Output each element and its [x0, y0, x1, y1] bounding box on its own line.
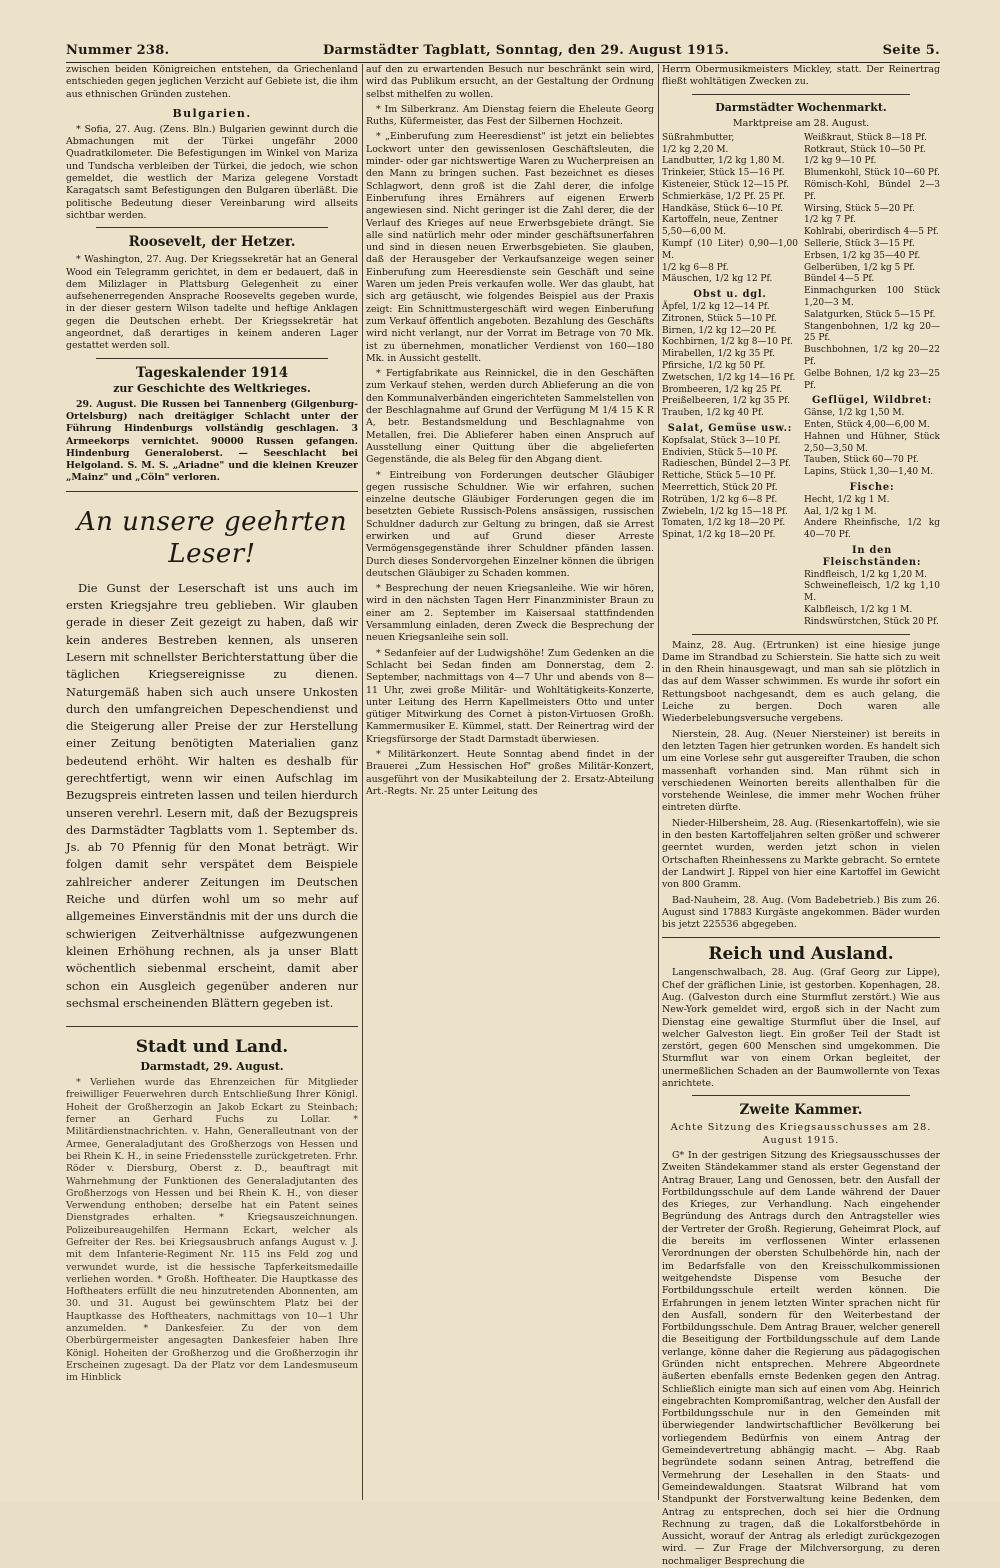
market-price-row: Lapins, Stück 1,30—1,40 M.	[804, 467, 934, 478]
article-continuation: zwischen beiden Königreichen entstehen, da Griechenland entschieden gegen jeglichen Verzicht auf Gebiete ist, die ihm aus ethnischen Gründen zustehen.	[66, 64, 358, 100]
column-1	[66, 64, 358, 1500]
nierstein-article: Nierstein, 28. Aug. (Neuer Niersteiner) ist bereits in den letzten Tagen hier getrunken worden. Es handelt sich um eine Vorlese sehr gut ausgereifter Trauben, die schon massenhaft vorhanden sind. Man rühmt sich in verschiedenen Weinorten bereits allenthalben für die vorstehende Weinlese, die immer mehr Wochen früher eintreten dürfte.	[662, 728, 940, 814]
market-price-row: Hecht, 1/2 kg 1 M.	[804, 494, 890, 505]
market-price-row: Kohlrabi, oberirdisch 4—5 Pf.	[804, 227, 939, 238]
reinnickel-article: * Fertigfabrikate aus Reinnickel, die in den Geschäften zum Verkauf stehen, werden durch Ablieferung an die von den Kommunalverbänden eingerichteten Sammelstellen von der Beschlagnahme auf Grund der Verfügung M 1/4 15 K R A, betr. Bestandsmeldung und Beschlagnahme von Metallen, frei. Die Ablieferer haben einen Anspruch auf Ausstellung einer Quittung über die abgelieferten Gegenstände, die als Beleg für den Abgang dient.	[366, 368, 654, 466]
market-price-row: Spinat, 1/2 kg 18—20 Pf.	[662, 530, 776, 541]
market-price-row: Mäuschen, 1/2 kg 12 Pf.	[662, 274, 773, 285]
market-price-row: Süßrahmbutter,	[662, 132, 735, 143]
market-price-row: Buschbohnen, 1/2 kg 20—22 Pf.	[804, 345, 940, 368]
market-price-row: In den Fleischständen:	[822, 544, 922, 568]
nieder-hilbersheim-article: Nieder-Hilbersheim, 28. Aug. (Riesenkartoffeln), wie sie in den besten Kartoffeljahren selten größer und schwerer geerntet wurden, werden jetzt schon in vielen Ortschaften Rheinhessens zu Markte gebracht. So erntete der Landwirt J. Rippel von hier eine Kartoffel im Gewicht von 800 Gramm.	[662, 817, 940, 891]
silberkranz-article: * Im Silberkranz. Am Dienstag feiern die Eheleute Georg Ruths, Küfermeister, das Fest der Silbernen Hochzeit.	[366, 103, 654, 128]
article-divider	[692, 1095, 910, 1096]
market-price-row: Meerrettich, Stück 20 Pf.	[662, 483, 778, 493]
column-divider	[658, 64, 659, 1500]
market-price-row: Tauben, Stück 60—70 Pf.	[804, 455, 919, 466]
masthead	[66, 40, 940, 63]
reader-notice-heading: An unsere geehrten Leser!	[76, 506, 348, 569]
article-continuation: Herrn Obermusikmeisters Mickley, statt. Der Reinertrag fließt wohltätigen Zwecken zu.	[662, 64, 940, 88]
market-price-row: Gänse, 1/2 kg 1,50 M.	[804, 408, 905, 419]
section-divider	[662, 937, 940, 938]
market-price-row: Geflügel, Wildbret:	[812, 395, 932, 407]
kalender-subheading: zur Geschichte des Weltkrieges.	[113, 381, 311, 395]
market-price-row: Birnen, 1/2 kg 12—20 Pf.	[662, 325, 777, 336]
bulgaria-heading: Bulgarien.	[172, 106, 252, 120]
market-price-row: Schmierkäse, 1/2 Pf. 25 Pf.	[662, 191, 785, 202]
article-continuation: auf den zu erwartenden Besuch nur beschränkt sein wird, wird das Publikum ersucht, an der Gestaltung der Ordnung selbst mithelfen zu wollen.	[366, 64, 654, 100]
market-prices-right	[804, 133, 940, 629]
market-price-row: Brombeeren, 1/2 kg 25 Pf.	[662, 384, 783, 395]
reich-ausland-heading: Reich und Ausland.	[708, 944, 894, 965]
market-price-row: Fische:	[849, 482, 895, 493]
market-price-row: Obst u. dgl.	[693, 289, 767, 301]
market-price-row: Rotrüben, 1/2 kg 6—8 Pf.	[662, 494, 778, 505]
reader-notice	[66, 506, 358, 1012]
glaeubiger-article: * Eintreibung von Forderungen deutscher Gläubiger gegen russische Schuldner. Wie wir erfahren, suchen einzelne deutsche Gläubiger Forderungen gegen die im besetzten Gebiete Russisch-Polens ansässigen, russischen Schuldner dadurch zur Geltung zu bringen, daß sie Arrest erwirken und auf Grund dieser Arreste Vermögensgegenstände ihrer Schuldner pfänden lassen. Durch dieses Sondervorgehen Einzelner können die übrigen deutschen Gläubiger zu Schaden kommen.	[366, 469, 654, 579]
market-price-row: Rindswürstchen, Stück 20 Pf.	[804, 616, 939, 627]
issue-number: Nummer 238.	[66, 43, 170, 58]
market-price-row: Wirsing, Stück 5—20 Pf.	[804, 203, 915, 214]
zweite-kammer-article: G* In der gestrigen Sitzung des Kriegsausschusses der Zweiten Ständekammer stand als erster Gegenstand der Antrag Brauer, Lang und Genossen, betr. den Ausfall der Fortbildungsschule auf dem Lande während der Dauer des Krieges, zur Verhandlung. Nach eingehender Begründung des Antrags durch den Antragsteller wies der Vertreter der Großh. Regierung, Geheimrat Plock, auf die bereits im verflossenen Winter erlassenen Verordnungen der obersten Schulbehörde hin, nach der im Bedarfsfalle von den Kreisschulkommissionen weitgehendste Dispense vom Besuche der Fortbildungsschule erteilt werden können. Die Erfahrungen in jenem letzten Winter sprachen nicht für den Ausfall, sondern für den Weiterbestand der Fortbildungsschule. Dem Antrag Brauer, welcher generell die Beseitigung der Fortbildungsschule auf dem Lande verlange, könne daher die Regierung aus pädagogischen Gründen nicht entsprechen. Mehrere Abgeordnete äußerten ebenfalls ernste Bedenken gegen den Antrag. Schließlich einigte man sich auf einen vom Abg. Heinrich eingebrachten Kompromißantrag, welcher den Ausfall der Fortbildungsschule nur in den Gemeinden mit überwiegender landwirtschaftlicher Bevölkerung bei vorliegendem Bedürfnis von einem Antrag der Gemeindevertretung abhängig macht. — Abg. Raab begründete sodann seinen Antrag, betreffend die Vermehrung der Lesehallen in den Staats- und Gemeindewaldungen. Staatsrat Wilbrand hat vom Standpunkt der Forstverwaltung keine Bedenken, dem Antrag zu entsprechen, doch sei hier die Ordnung Rechnung zu tragen, daß die Lokalforstbehörde in Aussicht, worauf der Antrag als erledigt zurückgezogen wird. — Zur Frage der Milchversorgung, zu deren nochmaliger Besprechung die	[662, 1149, 940, 1567]
article-divider	[692, 634, 910, 635]
market-price-row: Pfirsiche, 1/2 kg 50 Pf.	[662, 361, 766, 372]
zweite-kammer-heading: Zweite Kammer.	[739, 1102, 863, 1119]
kriegsanleihe-article: * Besprechung der neuen Kriegsanleihe. Wie wir hören, wird in den nächsten Tagen Herr Finanzminister Braun zu einer am 2. September im Kaisersaal stattfindenden Versammlung einladen, deren Zweck die Besprechung der neuen Kriegsanleihe sein soll.	[366, 583, 654, 644]
market-price-row: 1/2 kg 7 Pf.	[804, 215, 856, 226]
market-price-row: Zwetschen, 1/2 kg 14—16 Pf.	[662, 372, 796, 383]
market-price-row: Kalbfleisch, 1/2 kg 1 M.	[804, 604, 913, 615]
market-price-row: Rotkraut, Stück 10—50 Pf.	[804, 144, 926, 155]
market-price-row: Endivien, Stück 5—10 Pf.	[662, 447, 778, 458]
zweite-kammer-subheading: Achte Sitzung des Kriegsausschusses am 28. August 1915.	[670, 1122, 932, 1146]
market-price-row: Stangenbohnen, 1/2 kg 20—25 Pf.	[804, 321, 940, 344]
market-price-row: Trauben, 1/2 kg 40 Pf.	[662, 408, 764, 419]
market-price-row: Schweinefleisch, 1/2 kg 1,10 M.	[804, 581, 940, 604]
market-price-row: 5,50—6,00 M.	[662, 227, 727, 238]
market-price-row: Kartoffeln, neue, Zentner	[662, 215, 778, 226]
section-divider	[66, 491, 358, 492]
market-price-row: Landbutter, 1/2 kg 1,80 M.	[662, 156, 785, 167]
market-price-row: Radieschen, Bündel 2—3 Pf.	[662, 459, 791, 470]
mainz-article: Mainz, 28. Aug. (Ertrunken) ist eine hiesige junge Dame im Strandbad zu Schierstein. Sie hatte sich zu weit in den Rhein hinausgewagt, und man sah sie plötzlich in das auf dem Wasser schwimmen. Es wurde ihr sofort ein Rettungsboot nachgesandt, dem es auch gelang, die Leiche zu bergen. Doch waren alle Wiederbelebungsversuche vergebens.	[662, 639, 940, 725]
market-price-row: Äpfel, 1/2 kg 12—14 Pf.	[662, 302, 770, 313]
bad-nauheim-article: Bad-Nauheim, 28. Aug. (Vom Badebetrieb.) Bis zum 26. August sind 17883 Kurgäste angekommen. Bäder wurden bis jetzt 225536 abgegeben.	[662, 894, 940, 931]
market-price-row: Gelbe Bohnen, 1/2 kg 23—25 Pf.	[804, 368, 940, 391]
market-price-table	[662, 133, 940, 629]
stadt-land-heading: Stadt und Land.	[135, 1037, 289, 1058]
market-price-row: Kisteneier, Stück 12—15 Pf.	[662, 180, 790, 191]
market-price-row: 1/2 kg 9—10 Pf.	[804, 156, 877, 167]
markt-heading: Darmstädter Wochenmarkt.	[715, 100, 887, 114]
market-price-row: Enten, Stück 4,00—6,00 M.	[804, 420, 930, 431]
reich-ausland-articles: Langenschwalbach, 28. Aug. (Graf Georg zur Lippe), Chef der gräflichen Linie, ist gestorben. Kopenhagen, 28. Aug. (Galveston durch eine Sturmflut zerstört.) Wie aus New-York gemeldet wird, ergoß sich in der Nacht zum Dienstag eine gewaltige Sturmflut über die Insel, auf welcher Galveston liegt. Ein großer Teil der Stadt ist zerstört, gegen 600 Menschen sind umgekommen. Die Sturmflut war von einem Orkan begleitet, der unermeßlichen Schaden an der Baumwollernte von Texas anrichtete.	[662, 967, 940, 1090]
roosevelt-heading: Roosevelt, der Hetzer.	[128, 234, 296, 251]
market-price-row: Hahnen und Hühner, Stück 2,50—3,50 M.	[804, 431, 940, 454]
market-price-row: 1/2 kg 6—8 Pf.	[662, 262, 729, 273]
roosevelt-article: * Washington, 27. Aug. Der Kriegssekretär hat an General Wood ein Telegramm gerichtet, in dem er bedauert, daß in dem Milizlager in Plattsburg Gelegenheit zu einer aufsehenerregenden Ansprache Roosevelts gegeben wurde, in der dieser gestern Wilson tadelte und heftige Anklagen gegen die Deutschen erhebt. Der Kriegssekretär hat angeordnet, daß derartiges in keinem anderen Lager gestattet werden soll.	[66, 254, 358, 352]
sedanfeier-article: * Sedanfeier auf der Ludwigshöhe! Zum Gedenken an die Schlacht bei Sedan finden am Donnerstag, dem 2. September, nachmittags von 4—7 Uhr und abends von 8—11 Uhr, zwei große Militär- und Wohltätigkeits-Konzerte, unter Leitung des Herrn Kapellmeisters Otto und unter gütiger Mitwirkung des Cornet à piston-Virtuosen Großh. Kammermusiker E. Kümmel, statt. Der Reinertrag wird der Kriegsfürsorge der Stadt Darmstadt überwiesen.	[366, 647, 654, 745]
market-price-row: Handkäse, Stück 6—10 Pf.	[662, 203, 784, 214]
market-price-row: 1/2 kg 2,20 M.	[662, 144, 729, 155]
market-price-row: Trinkeier, Stück 15—16 Pf.	[662, 168, 785, 179]
market-price-row: Rindfleisch, 1/2 kg 1,20 M.	[804, 569, 927, 580]
page-number: Seite 5.	[882, 43, 940, 58]
market-price-row: Gelberüben, 1/2 kg 5 Pf.	[804, 262, 916, 273]
market-price-row: Tomaten, 1/2 kg 18—20 Pf.	[662, 518, 786, 529]
column-divider	[362, 64, 363, 1500]
market-price-row: Sellerie, Stück 3—15 Pf.	[804, 239, 915, 250]
market-price-row: Zwiebeln, 1/2 kg 15—18 Pf.	[662, 506, 788, 517]
market-price-row: Einmachgurken 100 Stück 1,20—3 M.	[804, 286, 940, 309]
market-price-row: Römisch-Kohl, Bündel 2—3 Pf.	[804, 180, 940, 202]
column-2	[366, 64, 654, 1500]
bulgaria-article: * Sofia, 27. Aug. (Zens. Bln.) Bulgarien gewinnt durch die Abmachungen mit der Türkei ungefähr 2000 Quadratkilometer. Die Befestigungen im Winkel von Mariza und Tundscha verbleiben der Türkei, die jedoch, wie schon gemeldet, die westlich der Mariza gelegene Vorstadt Karagatsch samt Befestigungen den Bulgaren überläßt. Die politische Bedeutung dieser Vereinbarung wird allseits sichtbar werden.	[66, 123, 358, 221]
market-price-row: Mirabellen, 1/2 kg 35 Pf.	[662, 349, 776, 360]
market-price-row: Kumpf (10 Liter) 0,90—1,00 M.	[662, 239, 798, 261]
einberufung-article: * „Einberufung zum Heeresdienst" ist jetzt ein beliebtes Lockwort unter den gewissenlosen Geschäftsleuten, die minder- oder gar nichtswertige Waren zu Wucherpreisen an den Mann zu bringen suchen. Fast bezeichnet es dieses Schlagwort, denn groß ist die Zahl derer, die infolge Einberufung ihres Ernährers auf eigenen Erwerb angewiesen sind. Nicht geringer ist die Zahl derer, die der Verlauf des Krieges auf neue Erwerbsgebiete drängt. Sie alle sind natürlich mehr oder minder geschäftsunerfahren und sind in diesen neuen Erwerbsgebieten. Sie glauben, daß der Herausgeber der Verkaufsanzeige wegen seiner Einberufung zum Heeresdienste sein Geschäft und seine Waren um jeden Preis verkaufen wolle. Wer das glaubt, hat sich arg getäuscht, wie folgendes Beispiel aus der Praxis zeigt: Ein Schnittmustergeschäft wird wegen Einberufung zum Verkauf öffentlich angeboten. Bezahlung des Geschäfts wird nicht verlangt, nur der Vorrat im Betrage von 70 Mk. ist zu übernehmen, monatlicher Verdienst von 160—180 Mk. in Aussicht gestellt.	[366, 131, 654, 364]
market-price-row: Preißelbeeren, 1/2 kg 35 Pf.	[662, 396, 790, 407]
reader-notice-text: Die Gunst der Leserschaft ist uns auch im ersten Kriegsjahre treu geblieben. Wir glauben gerade in dieser Zeit gezeigt zu haben, daß wir kein anderes Bestreben kennen, als unseren Lesern mit schnellster Berichterstattung über die täglichen Kriegsereignisse zu dienen. Naturgemäß haben sich auch unsere Unkosten durch den umfangreichen Depeschendienst und die Steigerung aller Preise der zur Herstellung einer Zeitung benötigten Materialien ganz bedeutend erhöht. Wir halten es deshalb für gerechtfertigt, wenn wir einen Aufschlag im Bezugspreis eintreten lassen und teilen hierdurch unseren verehrl. Lesern mit, daß der Bezugspreis des Darmstädter Tagblatts vom 1. September ds. Js. ab 70 Pfennig für den Monat beträgt. Wir folgen damit sehr verspätet dem Beispiele zahlreicher anderer Zeitungen im Deutschen Reiche und dürfen wohl um so mehr auf allgemeines Einverständnis mit der uns durch die schwierigen Zeitverhältnisse aufgezwungenen kleinen Erhöhung rechnen, als ja unser Blatt wöchentlich siebenmal erscheint, damit aber schon ein Ausgleich gegenüber anderen nur sechsmal erscheinenden Blättern gegeben ist.	[66, 580, 358, 1010]
market-price-row: Zitronen, Stück 5—10 Pf.	[662, 313, 778, 324]
market-price-row: Rettiche, Stück 5—10 Pf.	[662, 471, 776, 482]
market-price-row: Salat, Gemüse usw.:	[667, 423, 793, 435]
market-price-row: Kopfsalat, Stück 3—10 Pf.	[662, 435, 781, 446]
article-divider	[96, 358, 328, 359]
market-price-row: Weißkraut, Stück 8—18 Pf.	[804, 132, 927, 143]
market-price-row: Salatgurken, Stück 5—15 Pf.	[804, 309, 936, 320]
market-price-row: Blumenkohl, Stück 10—60 Pf.	[804, 168, 940, 179]
article-divider	[96, 227, 328, 228]
markt-subheading: Marktpreise am 28. August.	[732, 117, 870, 129]
market-price-row: Erbsen, 1/2 kg 35—40 Pf.	[804, 250, 921, 261]
stadt-dateline: Darmstadt, 29. August.	[140, 1060, 284, 1074]
market-prices-left	[662, 133, 798, 629]
militaerkonzert-article: * Militärkonzert. Heute Sonntag abend findet in der Brauerei „Zum Hessischen Hof" großes Militär-Konzert, ausgeführt von der Musikabteilung der 2. Ersatz-Abteilung Art.-Regts. Nr. 25 unter Leitung des	[366, 749, 654, 797]
article-divider	[692, 94, 910, 95]
market-price-row: Aal, 1/2 kg 1 M.	[804, 506, 877, 517]
market-price-row: Andere Rheinfische, 1/2 kg 40—70 Pf.	[804, 518, 940, 541]
newspaper-dateline: Darmstädter Tagblatt, Sonntag, den 29. August 1915.	[322, 43, 730, 58]
column-3	[662, 64, 940, 1567]
market-price-row: Kochbirnen, 1/2 kg 8—10 Pf.	[662, 337, 793, 348]
kalender-heading: Tageskalender 1914	[135, 364, 289, 381]
section-divider	[66, 1026, 358, 1027]
kalender-entry: 29. August. Die Russen bei Tannenberg (Gilgenburg-Ortelsburg) nach dreitägiger Schlacht unter der Führung Hindenburgs vollständig geschlagen. 3 Armeekorps vernichtet. 90000 Russen gefangen. Hindenburg Generaloberst. — Seeschlacht bei Helgoland. S. M. S. „Ariadne" und die kleinen Kreuzer „Mainz" und „Cöln" verloren.	[66, 398, 358, 484]
market-price-row: Bündel 4—5 Pf.	[804, 274, 875, 285]
stadt-articles: * Verliehen wurde das Ehrenzeichen für Mitglieder freiwilliger Feuerwehren durch Entschließung Ihrer Königl. Hoheit der Großherzogin an Jakob Eckart zu Steinbach; ferner an Gerhard Fuchs zu Lollar. * Militärdienstnachrichten. v. Hahn, Generalleutnant von der Armee, Generaladjutant des Großherzogs von Hessen und bei Rhein K. H., in seine Friedensstelle zurückgetreten. Frhr. Röder v. Diersburg, Oberst z. D., beauftragt mit Wahrnehmung der Funktionen des Generaladjutanten des Großherzogs von Hessen und bei Rhein K. H., von dieser Verwendung enthoben; derselbe hat ein Patent seines Dienstgrades erhalten. * Kriegsauszeichnungen. Polizeibureaugehilfen Hermann Eckart, welcher als Gefreiter der Res. bei Kriegsausbruch anfangs August v. J. mit dem Infanterie-Regiment Nr. 115 ins Feld zog und verwundet wurde, ist die hessische Tapferkeitsmedaille verliehen worden. * Großh. Hoftheater. Die Hauptkasse des Hoftheaters erfüllt die neu hinzutretenden Abonnenten, am 30. und 31. August bei gewünschtem Platz bei der Hauptkasse des Hoftheaters, nachmittags von 10—1 Uhr anzumelden. * Dankesfeier. Zu der von dem Oberbürgermeister angesagten Dankesfeier haben Ihre Königl. Hoheiten der Großherzog und die Großherzogin ihr Erscheinen zugesagt. Da der Platz vor dem Landesmuseum im Hinblick	[66, 1077, 358, 1384]
